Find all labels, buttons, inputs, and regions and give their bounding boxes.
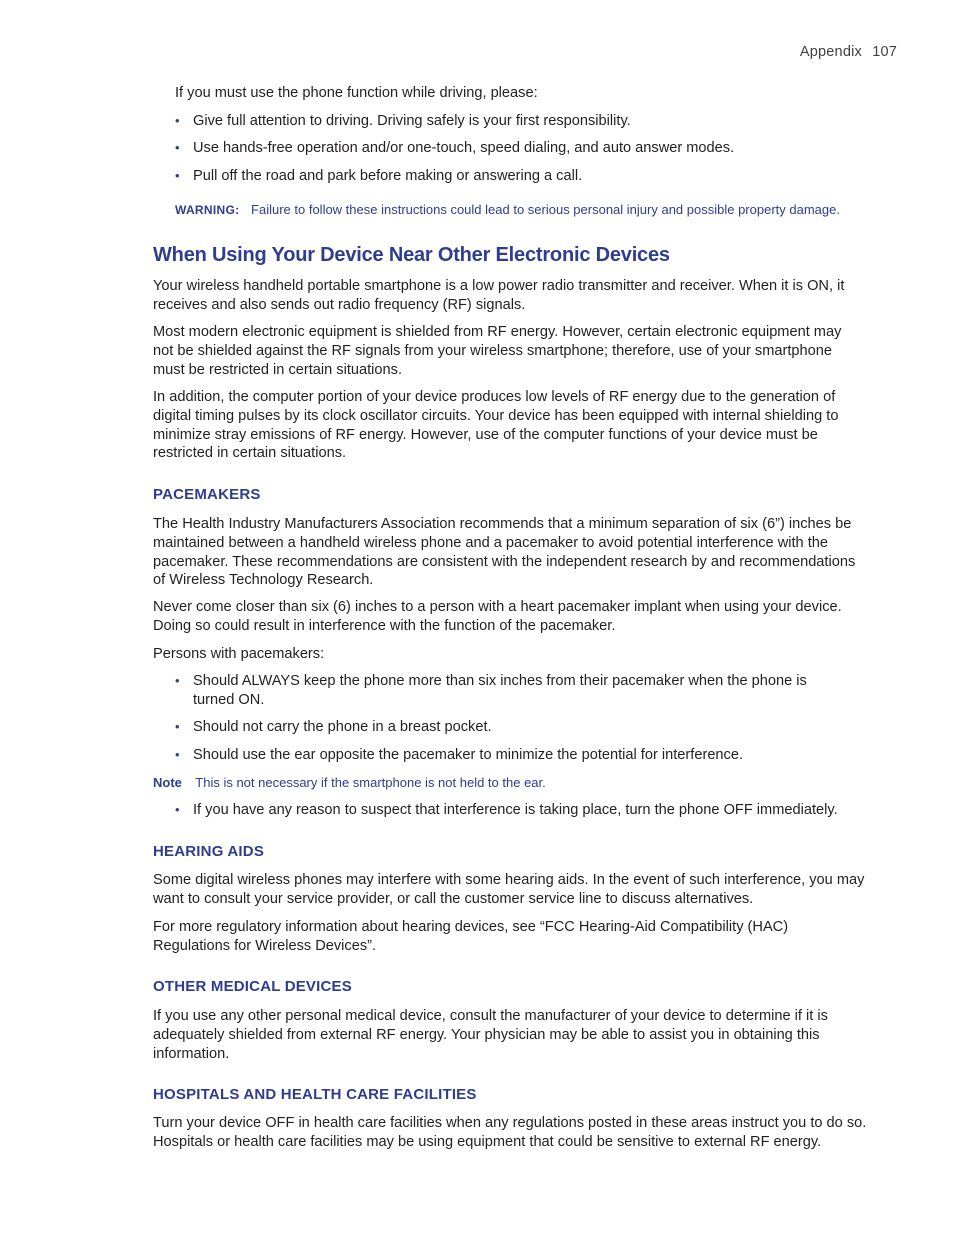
list-item: • Pull off the road and park before making or answering a call.	[175, 168, 583, 184]
note-text: This is not necessary if the smartphone is not held to the ear.	[195, 775, 546, 790]
section-label: Appendix	[799, 44, 862, 60]
bullet-icon: •	[175, 719, 180, 734]
paragraph: For more regulatory information about hearing devices, see “FCC Hearing-Aid Compatibility (HAC) Regulations for Wireless Devices”.	[153, 919, 789, 954]
bullet-icon: •	[175, 140, 180, 155]
list-item: • Should not carry the phone in a breast pocket.	[175, 719, 492, 735]
paragraph: Never come closer than six (6) inches to a person with a heart pacemaker implant when using your device. Doing so could result in interference with the function of the pacemaker.	[153, 599, 842, 634]
list-item: • Use hands-free operation and/or one-touch, speed dialing, and auto answer modes.	[175, 140, 735, 156]
subheading-hospitals: HOSPITALS AND HEALTH CARE FACILITIES	[153, 1086, 477, 1103]
paragraph: Persons with pacemakers:	[153, 646, 325, 662]
warning-label: WARNING:	[175, 203, 240, 217]
list-item: • Give full attention to driving. Driving safely is your first responsibility.	[175, 113, 631, 129]
bullet-icon: •	[175, 168, 180, 183]
bullet-icon: •	[175, 802, 180, 817]
subheading-pacemakers: PACEMAKERS	[153, 486, 261, 503]
list-item: • If you have any reason to suspect that interference is taking place, turn the phone OFF immediately.	[175, 802, 838, 818]
bullet-icon: •	[175, 747, 180, 762]
note-label: Note	[153, 775, 182, 790]
bullet-icon: •	[175, 113, 180, 128]
bullet-icon: •	[175, 673, 180, 688]
paragraph: Turn your device OFF in health care facilities when any regulations posted in these areas instruct you to do so. Hospitals or health care facilities may be using equipment that could be sensitive to external RF energy.	[153, 1115, 867, 1150]
paragraph: Most modern electronic equipment is shielded from RF energy. However, certain electronic equipment may not be shielded against the RF signals from your wireless smartphone; therefore, use of your smartphone must be restricted in certain situations.	[153, 324, 842, 378]
warning-text: Failure to follow these instructions could lead to serious personal injury and possible property damage.	[251, 202, 840, 217]
list-item: • Should use the ear opposite the pacemaker to minimize the potential for interference.	[175, 747, 744, 763]
paragraph: The Health Industry Manufacturers Association recommends that a minimum separation of six (6”) inches be maintained between a handheld wireless phone and a pacemaker to avoid potential interference with the pacemaker. These recommendations are consistent with the independent research by and recommendations of Wireless Technology Research.	[153, 516, 856, 589]
paragraph: If you use any other personal medical device, consult the manufacturer of your device to determine if it is adequately shielded from external RF energy. Your physician may be able to assist you in obtaining this information.	[153, 1008, 828, 1062]
list-item: • Should ALWAYS keep the phone more than six inches from their pacemaker when the phone is turned ON.	[175, 673, 807, 708]
note-callout	[153, 775, 546, 790]
page-header	[800, 44, 897, 60]
paragraph: Your wireless handheld portable smartphone is a low power radio transmitter and receiver. When it is ON, it receives and also sends out radio frequency (RF) signals.	[153, 278, 845, 313]
subheading-other-medical-devices: OTHER MEDICAL DEVICES	[153, 978, 352, 995]
paragraph: Some digital wireless phones may interfere with some hearing aids. In the event of such interference, you may want to consult your service provider, or call the customer service line to discuss alternatives.	[153, 872, 865, 907]
warning-callout	[175, 202, 840, 217]
driving-intro: If you must use the phone function while driving, please:	[175, 85, 538, 101]
paragraph: In addition, the computer portion of your device produces low levels of RF energy due to the generation of digital timing pulses by its clock oscillator circuits. Your device has been equipped with internal shielding to minimize stray emissions of RF energy. However, use of the computer functions of your device must be restricted in certain situations.	[153, 389, 839, 462]
subheading-hearing-aids: HEARING AIDS	[153, 843, 265, 860]
section-title: When Using Your Device Near Other Electronic Devices	[153, 244, 670, 266]
page-number: 107	[872, 44, 897, 60]
